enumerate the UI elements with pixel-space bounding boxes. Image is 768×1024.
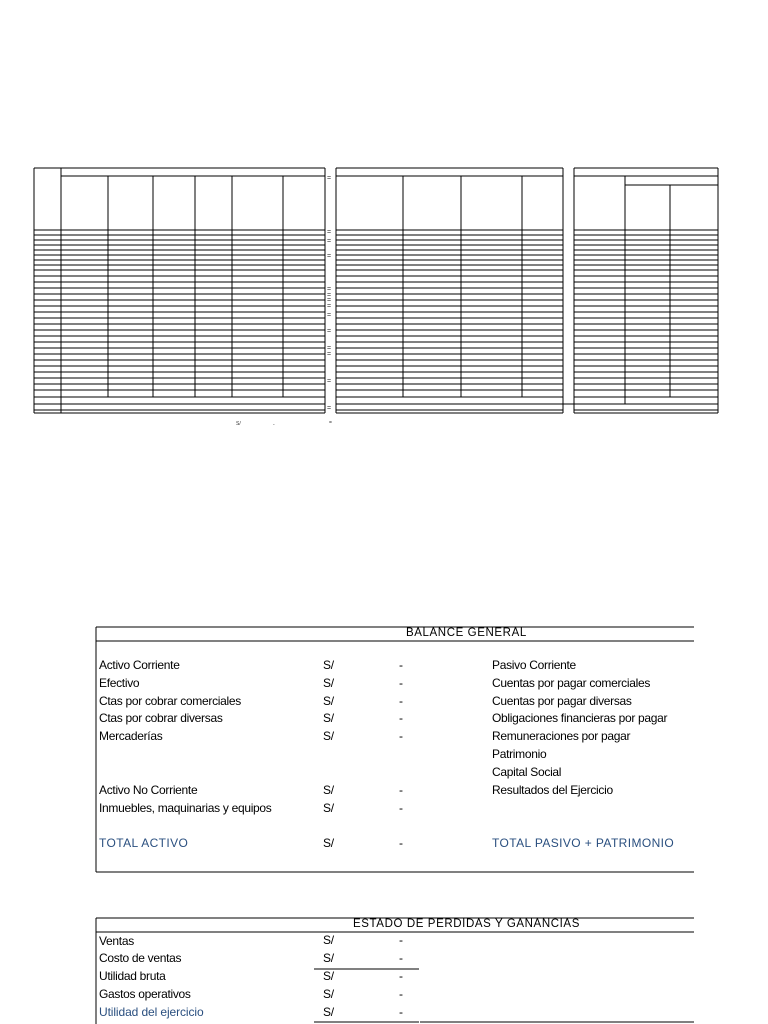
balance-right-label: Capital Social [492,765,562,779]
pyg-title: ESTADO DE PERDIDAS Y GANANCIAS [353,918,580,930]
pyg-label: Gastos operativos [99,987,191,1001]
equal-mark: = [327,405,332,412]
equal-mark: = [327,292,332,299]
balance-left-label: Activo Corriente [99,658,180,672]
balance-total-value: - [399,836,403,850]
balance-right-label: Cuentas por pagar diversas [492,694,632,708]
pyg-value: - [399,951,403,965]
equal-mark: = [327,238,332,245]
balance-left-label: Mercaderías [99,729,163,743]
equal-mark: = [327,286,332,293]
equal-mark: = [327,312,332,319]
balance-left-label: Activo No Corriente [99,783,198,797]
balance-currency: S/ [323,676,334,690]
ledger-footnote-equal: = [329,420,332,426]
balance-left-label: Ctas por cobrar comerciales [99,694,241,708]
balance-currency: S/ [323,694,334,708]
balance-value: - [399,783,403,797]
balance-currency: S/ [323,711,334,725]
equal-mark: = [327,229,332,236]
balance-total-currency: S/ [323,836,334,850]
total-activo-label: TOTAL ACTIVO [99,836,189,850]
balance-right-label: Patrimonio [492,747,547,761]
pyg-value: - [399,969,403,983]
equal-mark: = [327,297,332,304]
equal-mark: = [327,303,332,310]
balance-currency: S/ [323,801,334,815]
balance-currency: S/ [323,729,334,743]
equal-mark: = [327,328,332,335]
pyg-currency: S/ [323,951,334,965]
equal-mark: = [327,378,332,385]
balance-currency: S/ [323,658,334,672]
balance-value: - [399,801,403,815]
pyg-value: - [399,987,403,1001]
utilidad-ejercicio-label: Utilidad del ejercicio [99,1005,204,1019]
balance-value: - [399,658,403,672]
balance-value: - [399,694,403,708]
balance-left-label: Efectivo [99,676,140,690]
pyg-value: - [399,933,403,947]
ledger-footnote-dot: - [273,422,275,428]
balance-value: - [399,676,403,690]
equal-mark: = [327,175,332,182]
pyg-label: Utilidad bruta [99,969,166,983]
balance-value: - [399,729,403,743]
pyg-currency: S/ [323,933,334,947]
balance-currency: S/ [323,783,334,797]
pyg-currency: S/ [323,987,334,1001]
total-pasivo-patrimonio-label: TOTAL PASIVO + PATRIMONIO [492,836,675,850]
equal-mark: = [327,351,332,358]
pyg-currency: S/ [323,1005,334,1019]
ledger-footnote-currency: S/ [236,421,241,427]
balance-right-label: Remuneraciones por pagar [492,729,631,743]
equal-mark: = [327,253,332,260]
balance-right-label: Obligaciones financieras por pagar [492,711,668,725]
balance-right-label: Pasivo Corriente [492,658,576,672]
pyg-value: - [399,1005,403,1019]
balance-left-label: Ctas por cobrar diversas [99,711,223,725]
pyg-currency: S/ [323,969,334,983]
pyg-label: Costo de ventas [99,951,182,965]
balance-right-label: Cuentas por pagar comerciales [492,676,651,690]
balance-left-label: Inmuebles, maquinarias y equipos [99,801,272,815]
balance-right-label: Resultados del Ejercicio [492,783,613,797]
balance-value: - [399,711,403,725]
equal-mark: = [327,345,332,352]
pyg-label: Ventas [99,934,134,948]
balance-title: BALANCE GENERAL [406,627,527,639]
